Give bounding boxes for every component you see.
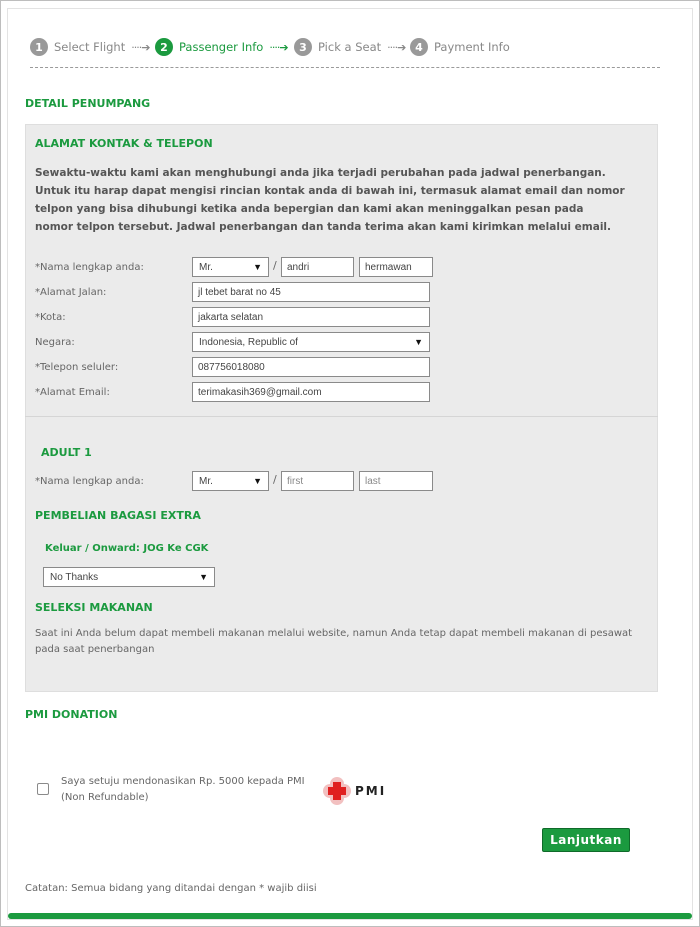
contact-title: ALAMAT KONTAK & TELEPON [35,137,213,150]
step-payment-info[interactable] [410,37,510,57]
step-number: 1 [30,38,48,56]
country-select[interactable] [192,332,430,352]
step-arrow-icon: ····➔ [387,40,406,54]
steps-divider [30,67,660,68]
meal-description: Saat ini Anda belum dapat membeli makanan melalui website, namun Anda tetap dapat membeli makanan di pesawat pada saat penerbangan [35,628,633,655]
contact-last-name-input[interactable]: hermawan [359,257,433,277]
section-title: DETAIL PENUMPANG [25,97,151,110]
city-input[interactable]: jakarta selatan [192,307,430,327]
continue-button[interactable]: Lanjutkan [542,828,630,852]
adult-name-label: *Nama lengkap anda: [35,476,144,487]
meal-title: SELEKSI MAKANAN [35,601,153,614]
step-number: 3 [294,38,312,56]
name-separator: / [273,473,277,486]
adult-last-name-input[interactable]: last [359,471,433,491]
step-label: Pick a Seat [318,40,382,54]
step-number: 2 [155,38,173,56]
required-note: Catatan: Semua bidang yang ditandai dengan * wajib diisi [25,883,317,894]
chevron-down-icon: ▼ [414,337,423,347]
step-number: 4 [410,38,428,56]
step-label: Payment Info [434,40,510,54]
step-passenger-info[interactable] [155,37,288,57]
contact-name-label: *Nama lengkap anda: [35,262,144,273]
baggage-route: Keluar / Onward: JOG Ke CGK [45,543,209,554]
adult-title-value: Mr. [199,475,213,487]
chevron-down-icon: ▼ [199,572,208,582]
baggage-option-value: No Thanks [50,571,99,583]
baggage-select[interactable] [43,567,215,587]
step-arrow-icon: ····➔ [131,40,150,54]
step-label: Select Flight [54,40,126,54]
contact-intro: Sewaktu-waktu kami akan menghubungi anda jika terjadi perubahan pada jadwal penerbangan. Untuk itu harap dapat mengisi rincian kontak anda di bawah ini, termasuk alamat email dan nomor telpon yang bisa dihubungi ketika anda bepergian dan kami akan meninggalkan pesan pada nomor telpon tersebut. Jadwal penerbangan dan tanda terima akan kami kirimkan melalui email. [35,167,625,233]
pmi-logo [323,777,386,805]
contact-title-select[interactable] [192,257,269,277]
step-select-flight[interactable] [30,37,149,57]
phone-label: *Telepon seluler: [35,362,119,373]
red-cross-icon [323,777,351,805]
step-pick-seat[interactable] [294,37,405,57]
donation-text: Saya setuju mendonasikan Rp. 5000 kepada PMI (Non Refundable) [61,776,305,803]
pmi-logo-text: PMI [355,784,387,798]
country-value: Indonesia, Republic of [199,336,298,348]
step-arrow-icon: ····➔ [269,40,288,54]
email-label: *Alamat Email: [35,387,110,398]
name-separator: / [273,259,277,272]
bottom-bar [8,913,692,919]
address-input[interactable]: jl tebet barat no 45 [192,282,430,302]
adult-title: ADULT 1 [41,446,92,459]
adult-first-name-input[interactable]: first [281,471,354,491]
step-label: Passenger Info [179,40,264,54]
progress-steps [30,37,670,57]
email-input[interactable]: terimakasih369@gmail.com [192,382,430,402]
country-label: Negara: [35,337,75,348]
donation-title: PMI DONATION [25,708,118,721]
chevron-down-icon: ▼ [253,262,262,272]
contact-title-value: Mr. [199,261,213,273]
panel-divider [25,416,658,417]
chevron-down-icon: ▼ [253,476,262,486]
adult-title-select[interactable] [192,471,269,491]
baggage-title: PEMBELIAN BAGASI EXTRA [35,509,201,522]
city-label: *Kota: [35,312,66,323]
phone-input[interactable]: 087756018080 [192,357,430,377]
donation-checkbox[interactable] [37,783,49,795]
contact-first-name-input[interactable]: andri [281,257,354,277]
address-label: *Alamat Jalan: [35,287,107,298]
